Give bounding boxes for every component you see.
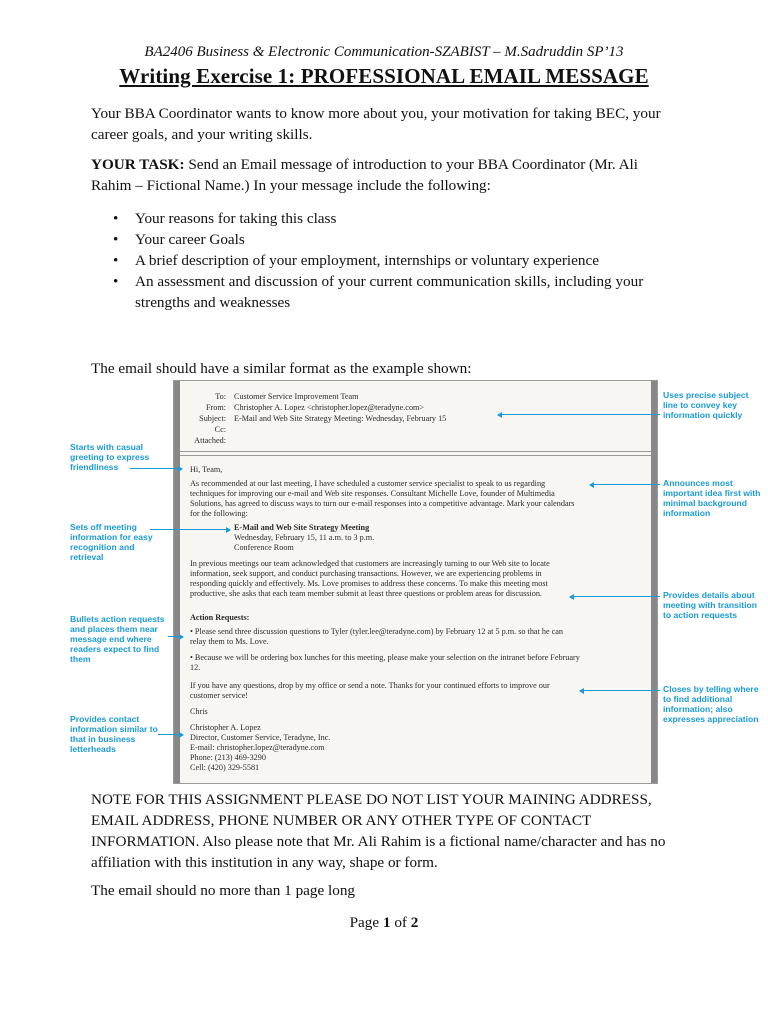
- email-sig-name: Christopher A. Lopez: [190, 723, 261, 732]
- email-header-attached: Attached:: [194, 436, 226, 445]
- list-item: • Your reasons for taking this class: [113, 208, 673, 229]
- callout-details: Provides details about meeting with transition to action requests: [663, 590, 758, 620]
- requirements-list: [113, 208, 673, 313]
- email-meeting-title: E-Mail and Web Site Strategy Meeting: [234, 523, 370, 532]
- email-action-1: • Please send three discussion questions to Tyler (tyler.lee@teradyne.com) by February 12 at 5 p.m. so that he can relay them to Ms. Love.: [190, 627, 564, 646]
- page-number: Page 1 of 2: [349, 914, 419, 931]
- email-signoff: Chris: [190, 707, 208, 716]
- callout-greeting: Starts with casual greeting to express friendliness: [70, 442, 150, 472]
- email-paragraph-2: In previous meetings our team acknowledged that customers are increasingly turning to our Web site to locate information, seek support, and conduct purchasing transactions. However, we are experiencing problems in responding quickly and effectively. Ms. Love promises to address these concerns. To make this meeting most productive, she asks that each team member submit at least three questions or problem areas for discussion.: [190, 559, 550, 598]
- email-screenshot: [173, 380, 658, 784]
- callout-leader: [150, 529, 230, 530]
- callout-leader: [130, 468, 182, 469]
- callout-closing: Closes by telling where to find additional information; also expresses appreciation: [663, 684, 759, 724]
- email-meeting-when: Wednesday, February 15, 11 a.m. to 3 p.m.: [234, 533, 375, 542]
- list-item: • An assessment and discussion of your current communication skills, including your strengths and weaknesses: [113, 271, 673, 313]
- divider: [180, 455, 651, 456]
- callout-meeting-info: Sets off meeting information for easy recognition and retrieval: [70, 522, 153, 562]
- current-page: 1: [382, 914, 391, 931]
- callout-leader: [168, 636, 183, 637]
- callout-leader: [590, 484, 660, 485]
- callout-main-idea: Announces most important idea first with minimal background information: [663, 478, 761, 518]
- email-header-subject: Subject: E-Mail and Web Site Strategy Meeting: Wednesday, February 15: [199, 414, 447, 423]
- callout-leader: [580, 690, 660, 691]
- callout-leader: [570, 596, 660, 597]
- intro-paragraph: Your BBA Coordinator wants to know more about you, your motivation for taking BEC, your career goals, and your writing skills.: [91, 105, 661, 143]
- total-pages: 2: [410, 914, 419, 931]
- email-sig-phone: Phone: (213) 469-3290: [190, 753, 266, 762]
- callout-bullets: Bullets action requests and places them near message end where readers expect to find them: [70, 614, 165, 664]
- email-closing: If you have any questions, drop by my office or send a note. Thanks for your continued efforts to improve our customer service!: [190, 681, 550, 700]
- assignment-note: NOTE FOR THIS ASSIGNMENT PLEASE DO NOT LIST YOUR MAINING ADDRESS, EMAIL ADDRESS, PHONE NUMBER OR ANY OTHER TYPE OF CONTACT INFORMATION. Also please note that Mr. Ali Rahim is a fictional name/character and has no affiliation with this institution in any way, shape or form.: [91, 791, 666, 871]
- email-header-from: From: Christopher A. Lopez <christopher.lopez@teradyne.com>: [205, 403, 425, 412]
- page-title: Writing Exercise 1: PROFESSIONAL EMAIL MESSAGE: [119, 64, 649, 88]
- email-greeting: Hi, Team,: [190, 465, 223, 474]
- length-note: The email should no more than 1 page long: [91, 882, 356, 899]
- email-header-cc: Cc:: [214, 425, 226, 434]
- email-meeting-where: Conference Room: [234, 543, 294, 552]
- task-label: YOUR TASK:: [91, 156, 185, 173]
- example-email-figure: [70, 378, 761, 784]
- email-action-heading: Action Requests:: [190, 613, 250, 622]
- task-paragraph: [91, 154, 681, 196]
- callout-subject-line: Uses precise subject line to convey key information quickly: [663, 390, 749, 420]
- email-header-to: To: Customer Service Improvement Team: [215, 392, 359, 401]
- course-header: BA2406 Business & Electronic Communication-SZABIST – M.Sadruddin SP’13: [144, 44, 624, 60]
- email-sig-email: E-mail: christopher.lopez@teradyne.com: [190, 743, 325, 752]
- task-text: Send an Email message of introduction to your BBA Coordinator (Mr. Ali Rahim – Fictional Name.) In your message include the following:: [91, 156, 638, 194]
- format-note: The email should have a similar format as the example shown:: [91, 360, 472, 377]
- email-paragraph-1: As recommended at our last meeting, I have scheduled a customer service specialist to speak to us regarding techniques for improving our e-mail and Web site responses. Consultant Michelle Love, founder of Multimedia Solutions, has agreed to discuss ways to turn our e-mail responses into a competitive advantage. Mark your calendars for the following:: [190, 479, 575, 518]
- email-action-2: • Because we will be ordering box lunches for this meeting, please make your selection on the intranet before February 12.: [190, 653, 580, 672]
- email-sig-cell: Cell: (420) 329-5581: [190, 763, 260, 772]
- list-item: • Your career Goals: [113, 229, 673, 250]
- divider: [180, 451, 651, 452]
- list-item: • A brief description of your employment, internships or voluntary experience: [113, 250, 673, 271]
- email-frame-right: [651, 381, 657, 783]
- callout-leader: [158, 734, 183, 735]
- email-sig-title: Director, Customer Service, Teradyne, Inc.: [190, 733, 331, 742]
- callout-contact: Provides contact information similar to that in business letterheads: [70, 714, 158, 754]
- callout-leader: [498, 414, 660, 415]
